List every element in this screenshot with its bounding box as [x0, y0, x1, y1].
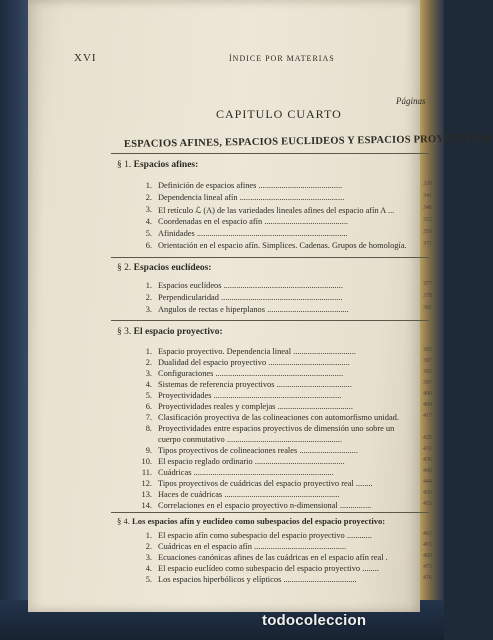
entry-number: 14.: [141, 501, 152, 510]
entry-page: 431: [423, 446, 432, 452]
entry-page: 408: [423, 402, 432, 408]
entry-page: 476: [423, 575, 432, 581]
entry-number: 5.: [145, 391, 152, 400]
toc-entry: [140, 217, 432, 229]
entry-number: 2.: [145, 293, 152, 302]
entry-number: 9.: [145, 446, 152, 455]
entry-page: 359: [423, 229, 432, 235]
entry-page: 346: [423, 205, 432, 211]
entry-number: 13.: [141, 490, 152, 499]
book-page: [28, 0, 493, 612]
entry-text: Sistemas de referencia proyectivos ....................................: [158, 380, 352, 389]
section-heading: [117, 263, 211, 273]
entry-page: 425: [423, 435, 432, 441]
entry-text: El espacio euclídeo como subespacio del espacio proyectivo ........: [158, 564, 379, 573]
section-heading: [117, 516, 385, 526]
entry-text: Perpendicularidad ..........................................................: [158, 293, 343, 302]
section-title: El espacio proyectivo:: [133, 327, 223, 337]
entry-number: 5.: [145, 575, 152, 584]
entry-number: 1.: [145, 181, 152, 190]
section-symbol: § 1.: [117, 160, 132, 170]
entry-page: 473: [423, 564, 432, 570]
section-rule: [111, 512, 429, 513]
entry-text: Proyectividades .............................................................: [158, 391, 342, 400]
entry-text: El espacio reglado ordinario ...........................................: [158, 457, 345, 466]
entry-text: Tipos proyectivos de colineaciones reales ............................: [158, 446, 358, 455]
section-heading: [117, 160, 198, 170]
entry-page: 387: [423, 358, 432, 364]
entry-page: 397: [423, 380, 432, 386]
entry-text: El espacio afín como subespacio del espacio proyectivo ............: [158, 531, 372, 540]
entry-text: Proyectividades reales y complejas ....................................: [158, 402, 353, 411]
entry-text: Haces de cuádricas .......................................................: [158, 490, 340, 499]
entry-number: 5.: [145, 229, 152, 238]
toc-entry: [140, 293, 432, 305]
toc-entry: [140, 229, 432, 241]
entry-number: 10.: [141, 457, 152, 466]
entry-text: El retículo ℒ (A) de las variedades lineales afines del espacio afín A ...: [158, 206, 395, 215]
entry-number: 6.: [145, 402, 152, 411]
toc-entry: [140, 205, 432, 217]
column-label: Páginas: [396, 96, 426, 106]
entry-page: 385: [423, 347, 432, 353]
page-number: XVI: [74, 52, 97, 64]
rule-top: [111, 153, 429, 154]
entry-page: 465: [423, 542, 432, 548]
entry-text: Angulos de rectas e hiperplanos .......................................: [158, 305, 349, 314]
entry-page: 377: [423, 281, 432, 287]
entry-text: Dualidad del espacio proyectivo .......................................: [158, 358, 350, 367]
toc-entry: [140, 305, 432, 317]
entry-page: 436: [423, 457, 432, 463]
watermark-logo: todocoleccion: [262, 612, 367, 629]
entry-text: cuerpo conmutativo .......................................................: [158, 435, 342, 444]
entry-text: Dependencia lineal afín ..................................................: [158, 193, 345, 202]
entry-page: 450: [423, 490, 432, 496]
entry-page: 371: [423, 241, 432, 247]
entry-text: Tipos proyectivos de cuádricas del espacio proyectivo real ........: [158, 479, 373, 488]
entry-text: Ecuaciones canónicas afines de las cuádricas en el espacio afín real .: [158, 553, 388, 562]
entry-page: 381: [423, 305, 432, 311]
entry-number: 2.: [145, 542, 152, 551]
section-rule: [111, 320, 429, 321]
entry-page: 339: [423, 181, 432, 187]
entry-number: 1.: [145, 347, 152, 356]
section-rule: [111, 257, 429, 258]
entry-text: Los espacios hiperbólicos y elípticos ...................................: [158, 575, 357, 584]
entry-number: 4.: [145, 380, 152, 389]
section-symbol: § 4.: [117, 516, 130, 526]
entry-number: 11.: [141, 468, 152, 477]
entry-text: Definición de espacios afines ........................................: [158, 181, 343, 190]
entry-text: Orientación en el espacio afín. Simplices. Cadenas. Grupos de homología.: [158, 241, 407, 250]
section-heading: [117, 327, 223, 337]
entry-page: 400: [423, 391, 432, 397]
chapter-title: ESPACIOS AFINES, ESPACIOS EUCLIDEOS Y ESPACIOS PROYECTIVOS: [123, 133, 493, 150]
entry-number: 4.: [145, 217, 152, 226]
entry-number: 12.: [141, 479, 152, 488]
toc-entry: [140, 281, 432, 293]
toc-entry: [140, 181, 432, 193]
entry-number: 1.: [145, 531, 152, 540]
entry-number: 7.: [145, 413, 152, 422]
section-symbol: § 2.: [117, 263, 132, 273]
entry-text: Cuádricas ...................................................................: [158, 468, 334, 477]
entry-text: Espacios euclídeos .........................................................: [158, 281, 343, 290]
entry-page: 392: [423, 369, 432, 375]
toc-entry: [140, 193, 432, 205]
entry-number: 4.: [145, 564, 152, 573]
entry-page: 462: [423, 531, 432, 537]
entry-page: 469: [423, 553, 432, 559]
entry-text: Proyectividades entre espacios proyectivos de dimensión uno sobre un: [158, 424, 395, 433]
entry-text: Cuádricas en el espacio afín ............................................: [158, 542, 347, 551]
section-title: Espacios afines:: [133, 160, 199, 170]
entry-page: 352: [423, 217, 432, 223]
entry-number: 3.: [145, 369, 152, 378]
entry-page: 378: [423, 293, 432, 299]
running-head: ÍNDICE POR MATERIAS: [229, 54, 335, 63]
entry-number: 8.: [145, 424, 152, 433]
entry-text: Configuraciones .............................................................: [158, 369, 344, 378]
entry-text: Afinidades ........................................................................: [158, 229, 348, 238]
entry-text: Espacio proyectivo. Dependencia lineal ..............................: [158, 347, 356, 356]
entry-number: 6.: [145, 241, 152, 250]
entry-page: 341: [423, 193, 432, 199]
toc-entry: [140, 575, 432, 587]
entry-number: 3.: [145, 305, 152, 314]
entry-number: 2.: [145, 358, 152, 367]
entry-page: 417: [423, 413, 432, 419]
entry-page: 440: [423, 468, 432, 474]
entry-number: 1.: [145, 281, 152, 290]
entry-number: 2.: [145, 193, 152, 202]
entry-text: Correlaciones en el espacio proyectivo n-dimensional ...............: [158, 501, 372, 510]
chapter-label: CAPITULO CUARTO: [216, 107, 342, 121]
section-symbol: § 3.: [117, 327, 132, 337]
toc-entry: [140, 241, 432, 253]
background-left: [0, 0, 30, 640]
entry-page: 444: [423, 479, 432, 485]
entry-page: 455: [423, 501, 432, 507]
entry-number: 3.: [145, 205, 152, 214]
entry-text: Clasificación proyectiva de las colineaciones con automorfismo unidad.: [158, 413, 399, 422]
entry-text: Coordenadas en el espacio afín ........................................: [158, 217, 349, 226]
entry-number: 3.: [145, 553, 152, 562]
section-title: Espacios euclídeos:: [133, 263, 212, 273]
section-title: Los espacios afín y euclídeo como subespacios del espacio proyectivo:: [132, 516, 386, 526]
